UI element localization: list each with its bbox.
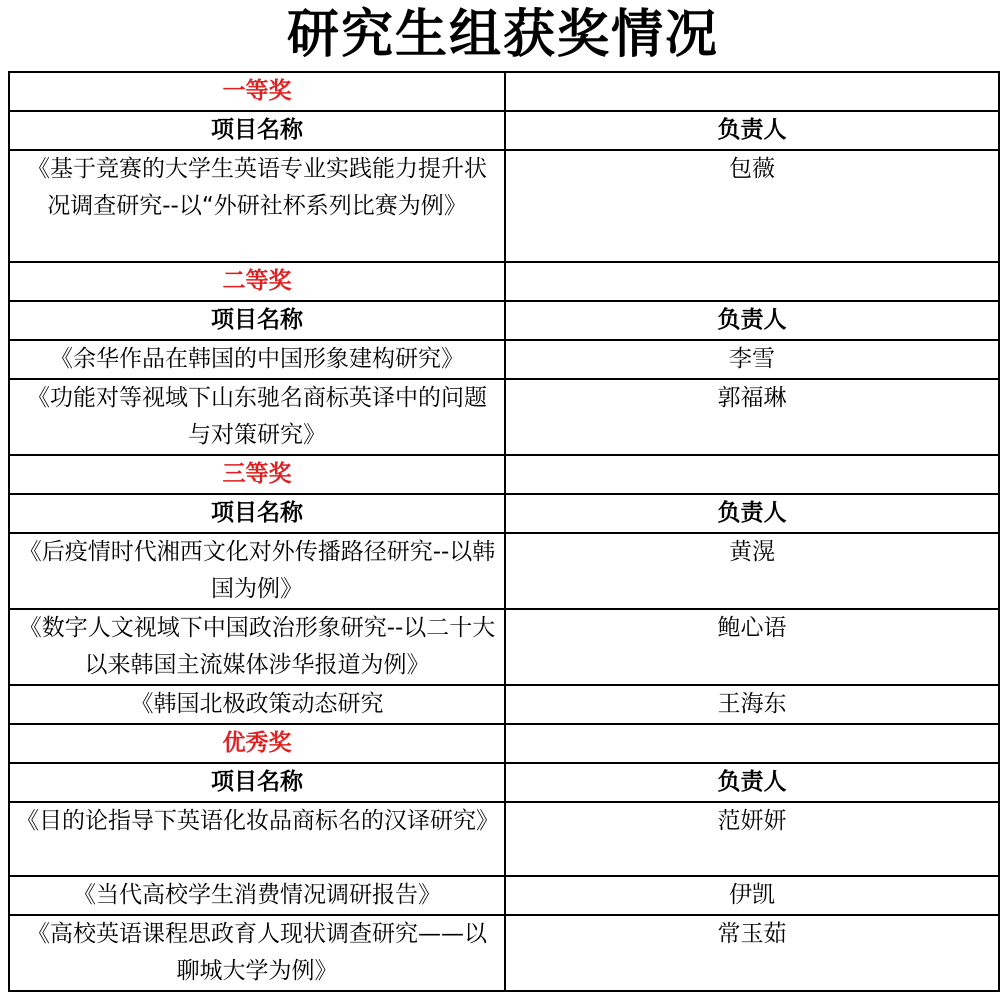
leader-header: 负责人	[505, 494, 999, 533]
award-level-label: 二等奖	[222, 268, 292, 294]
project-name-cell: 《后疫情时代湘西文化对外传播路径研究--以韩国为例》	[9, 533, 505, 609]
project-name-header: 项目名称	[9, 494, 505, 533]
leader-cell: 包薇	[505, 150, 999, 262]
award-level-cell	[9, 724, 505, 763]
awards-table	[8, 71, 1000, 992]
table-row	[9, 609, 999, 685]
award-section-row	[9, 724, 999, 763]
project-name-cell: 《高校英语课程思政育人现状调查研究——以聊城大学为例》	[9, 915, 505, 991]
leader-cell: 伊凯	[505, 876, 999, 915]
project-name-cell: 《余华作品在韩国的中国形象建构研究》	[9, 340, 505, 379]
project-name-cell: 《基于竞赛的大学生英语专业实践能力提升状况调查研究--以“外研社杯系列比赛为例》	[9, 150, 505, 262]
award-level-cell	[9, 455, 505, 494]
leader-cell: 常玉茹	[505, 915, 999, 991]
empty-cell	[505, 262, 999, 301]
leader-cell: 王海东	[505, 685, 999, 724]
table-header-row	[9, 494, 999, 533]
table-header-row	[9, 301, 999, 340]
leader-header: 负责人	[505, 301, 999, 340]
leader-cell: 黄滉	[505, 533, 999, 609]
page-title: 研究生组获奖情况	[286, 5, 719, 65]
project-name-header: 项目名称	[9, 763, 505, 802]
leader-cell: 李雪	[505, 340, 999, 379]
table-row	[9, 915, 999, 991]
empty-cell	[505, 455, 999, 494]
award-level-label: 三等奖	[222, 461, 292, 487]
award-section-row	[9, 262, 999, 301]
leader-cell: 鲍心语	[505, 609, 999, 685]
leader-cell: 范妍妍	[505, 802, 999, 876]
project-name-cell: 《目的论指导下英语化妆品商标名的汉译研究》	[9, 802, 505, 876]
project-name-header: 项目名称	[9, 111, 505, 150]
award-section-row	[9, 455, 999, 494]
project-name-cell: 《当代高校学生消费情况调研报告》	[9, 876, 505, 915]
table-row	[9, 150, 999, 262]
award-level-label: 优秀奖	[222, 730, 292, 756]
project-name-cell: 《数字人文视域下中国政治形象研究--以二十大以来韩国主流媒体涉华报道为例》	[9, 609, 505, 685]
empty-cell	[505, 72, 999, 111]
project-name-cell: 《韩国北极政策动态研究	[9, 685, 505, 724]
table-row	[9, 533, 999, 609]
award-level-cell	[9, 72, 505, 111]
table-header-row	[9, 763, 999, 802]
project-name-header: 项目名称	[9, 301, 505, 340]
table-row	[9, 340, 999, 379]
table-row	[9, 876, 999, 915]
award-level-cell	[9, 262, 505, 301]
leader-cell: 郭福琳	[505, 379, 999, 455]
table-row	[9, 379, 999, 455]
award-level-label: 一等奖	[222, 78, 292, 104]
award-section-row	[9, 72, 999, 111]
project-name-cell: 《功能对等视域下山东驰名商标英译中的问题与对策研究》	[9, 379, 505, 455]
table-header-row	[9, 111, 999, 150]
leader-header: 负责人	[505, 111, 999, 150]
table-row	[9, 685, 999, 724]
empty-cell	[505, 724, 999, 763]
leader-header: 负责人	[505, 763, 999, 802]
table-row	[9, 802, 999, 876]
